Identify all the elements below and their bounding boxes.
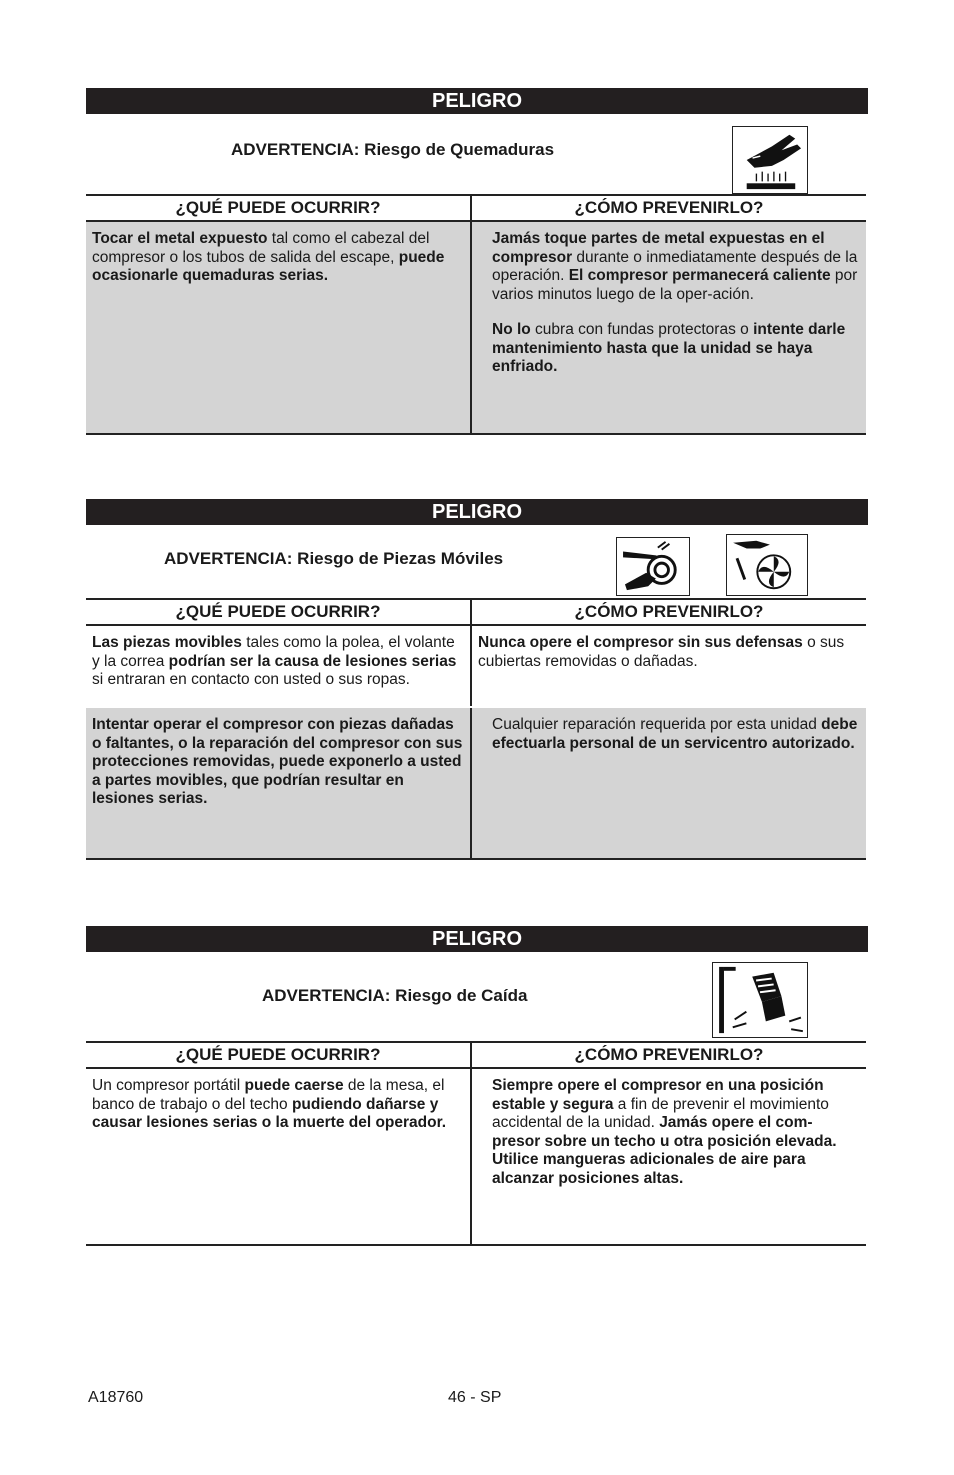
what-can-happen-header: ¿QUÉ PUEDE OCURRIR? xyxy=(86,195,471,221)
warning-row xyxy=(86,525,868,597)
document-code: A18760 xyxy=(88,1389,144,1406)
what-can-happen-cell xyxy=(86,625,471,707)
how-to-prevent-header: ¿CÓMO PREVENIRLO? xyxy=(471,599,866,625)
how-to-prevent-cell xyxy=(471,625,866,707)
danger-banner: PELIGRO xyxy=(86,926,868,952)
cell-paragraph: Intentar operar el compresor con piezas dañadas o faltantes, o la reparación del compresor con sus protecciones removidas, puede exponerlo a usted a partes movibles, que podrían resultar en lesiones serias. xyxy=(92,716,463,807)
pulley-hand-icon xyxy=(616,537,690,596)
what-can-happen-cell xyxy=(86,707,471,859)
cell-paragraph: Cualquier reparación requerida por esta unidad debe efectuarla personal de un servicentro autorizado. xyxy=(492,716,858,752)
warning-title: ADVERTENCIA: Riesgo de Caída xyxy=(262,986,528,1005)
danger-banner: PELIGRO xyxy=(86,499,868,525)
how-to-prevent-cell xyxy=(471,707,866,859)
cell-paragraph: No lo cubra con fundas protectoras o intente darle mantenimiento hasta que la unidad se haya enfriado. xyxy=(492,321,846,375)
falling-compressor-icon xyxy=(712,962,808,1038)
cell-paragraph: Un compresor portátil puede caerse de la mesa, el banco de trabajo o del techo pudiendo dañarse y causar lesiones serias o la muerte del operador. xyxy=(92,1077,447,1131)
warning-title: ADVERTENCIA: Riesgo de Piezas Móviles xyxy=(164,549,504,568)
cell-paragraph: Jamás toque partes de metal expuestas en el compresor durante o inmediatamente después de la operación. El compresor permanecerá caliente por varios minutos luego de la oper-ación. xyxy=(492,230,858,303)
hazard-table xyxy=(86,1041,866,1246)
danger-section-moving-parts xyxy=(86,499,868,807)
danger-section-fall xyxy=(86,926,868,1187)
how-to-prevent-cell xyxy=(471,1068,866,1245)
fan-hand-icon xyxy=(726,534,808,596)
hazard-table xyxy=(86,194,866,435)
what-can-happen-cell xyxy=(86,221,471,434)
danger-section-burn xyxy=(86,88,868,375)
cell-paragraph: Siempre opere el compresor en una posición estable y segura a fin de prevenir el movimiento accidental de la unidad. Jamás opere el com-presor sobre un techo u otra posición elevada. Utilice mangueras adicionales de aire para alcanzar posiciones altas. xyxy=(492,1077,837,1187)
how-to-prevent-header: ¿CÓMO PREVENIRLO? xyxy=(471,1042,866,1068)
hot-surface-hand-icon xyxy=(732,126,808,194)
warning-row xyxy=(86,952,868,1038)
cell-paragraph: Las piezas movibles tales como la polea, el volante y la correa podrían ser la causa de lesiones serias si entraran en contacto con usted o sus ropas. xyxy=(92,634,457,688)
what-can-happen-header: ¿QUÉ PUEDE OCURRIR? xyxy=(86,1042,471,1068)
warning-row xyxy=(86,114,868,194)
hazard-table xyxy=(86,598,866,860)
what-can-happen-cell xyxy=(86,1068,471,1245)
how-to-prevent-header: ¿CÓMO PREVENIRLO? xyxy=(471,195,866,221)
how-to-prevent-cell xyxy=(471,221,866,434)
page-number: 46 - SP xyxy=(448,1389,502,1406)
what-can-happen-header: ¿QUÉ PUEDE OCURRIR? xyxy=(86,599,471,625)
cell-paragraph: Nunca opere el compresor sin sus defensas o sus cubiertas removidas o dañadas. xyxy=(478,634,845,670)
cell-paragraph: Tocar el metal expuesto tal como el cabezal del compresor o los tubos de salida del escape, puede ocasionarle quemaduras serias. xyxy=(92,230,445,284)
warning-title: ADVERTENCIA: Riesgo de Quemaduras xyxy=(231,140,555,159)
danger-banner: PELIGRO xyxy=(86,88,868,114)
